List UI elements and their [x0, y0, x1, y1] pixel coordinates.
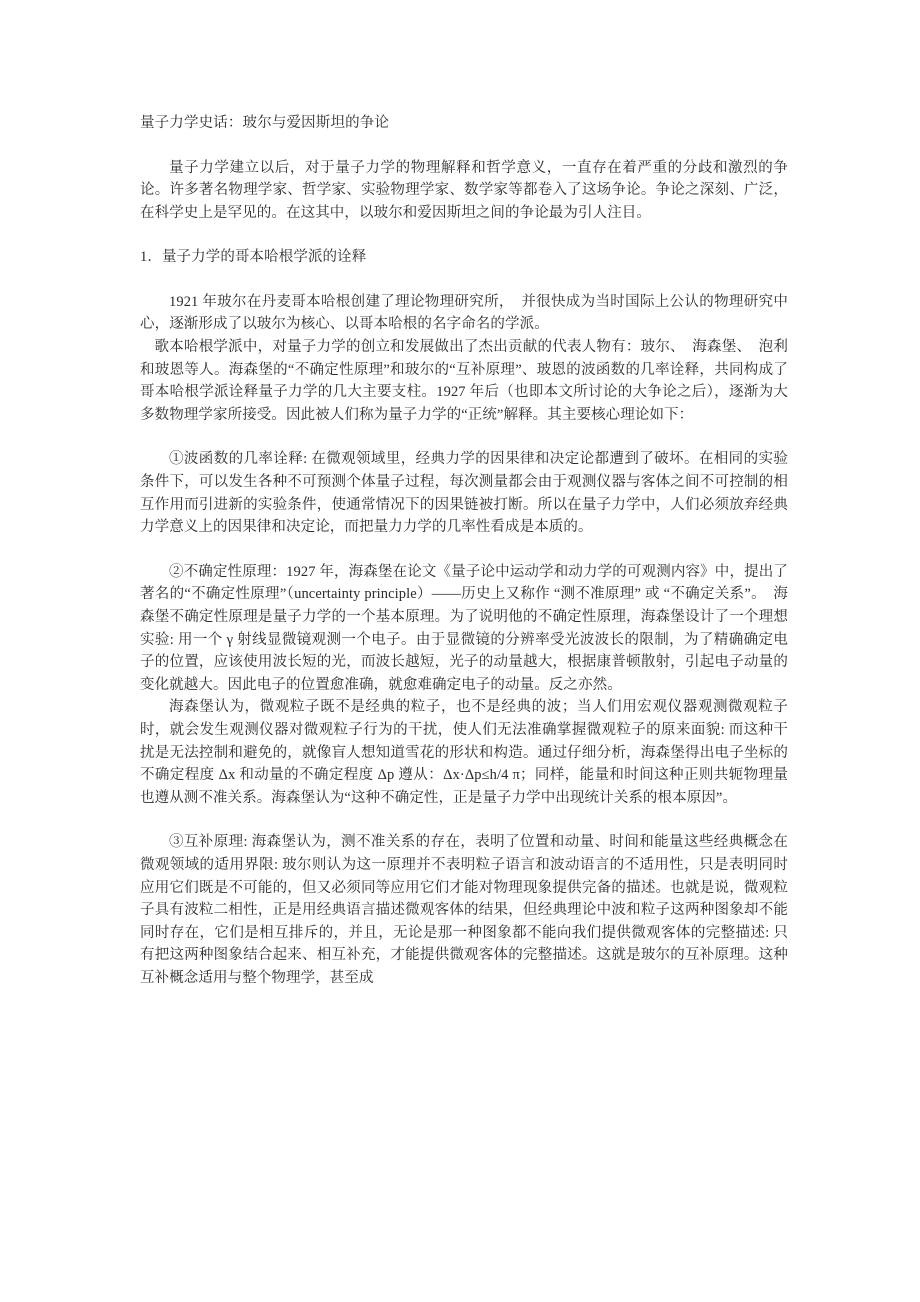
section-1-paragraph-2: 歌本哈根学派中，对量子力学的创立和发展做出了杰出贡献的代表人物有：玻尔、 海森堡、 泡利和玻恩等人。海森堡的“不确定性原理”和玻尔的“互补原理”、玻恩的波函数的几率诠释，共同构成了哥本哈根学派诠释量子力学的几大主要支柱。1927 年后（也即本文所讨论的大争论之后），逐渐为大多数物理学家所接受。因此被人们称为量子力学的“正统”解释。其主要核心理论如下：: [140, 339, 788, 423]
section-1-paragraph-1: 1921 年玻尔在丹麦哥本哈根创建了理论物理研究所， 并很快成为当时国际上公认的物理研究中心，逐渐形成了以玻尔为核心、以哥本哈根的名字命名的学派。: [140, 293, 788, 333]
document-body: [140, 112, 788, 990]
document-title: 量子力学史话：玻尔与爱因斯坦的争论: [140, 115, 390, 131]
paragraph-spacer-2: [140, 426, 788, 448]
intro-spacer: [140, 224, 788, 246]
section-1-paragraph-3: ①波函数的几率诠释: 在微观领域里，经典力学的因果律和决定论都遭到了破坏。在相同的实验条件下，可以发生各种不可预测个体量子过程，每次测量都会由于观测仪器与客体之间不可控制的相互作用而引进新的实验条件，使通常情况下的因果链被打断。所以在量子力学中，人们必须放弃经典力学意义上的因果律和决定论，而把量力力学的几率性看成是本质的。: [140, 451, 788, 536]
section-1-paragraph-6: ③互补原理: 海森堡认为，测不准关系的存在，表明了位置和动量、时间和能量这些经典概念在微观领域的适用界限: 玻尔则认为这一原理并不表明粒子语言和波动语言的不适用性，只是表明同时应用它们既是不可能的，但又必须同等应用它们才能对物理现象提供完备的描述。也就是说，微观粒子具有波粒二相性，正是用经典语言描述微观客体的结果，但经典理论中波和粒子这两种图象却不能同时存在，它们是相互排斥的，并且，无论是那一种图象都不能向我们提供微观客体的完整描述: 只有把这两种图象结合起来、相互补充，才能提供微观客体的完整描述。这就是玻尔的互补原理。这种互补概念适用与整个物理学，甚至成: [140, 834, 788, 986]
title-spacer: [140, 135, 788, 157]
paragraph-spacer-3: [140, 539, 788, 561]
section-1-paragraph-5: 海森堡认为，微观粒子既不是经典的粒子，也不是经典的波；当人们用宏观仪器观测微观粒子时，就会发生观测仪器对微观粒子行为的干扰，使人们无法准确掌握微观粒子的原来面貌: 而这种干扰是无法控制和避免的，就像盲人想知道雪花的形状和构造。通过仔细分析，海森堡得出电子坐标的不确定程度 Δx 和动量的不确定程度 Δp 遵从：Δx·Δp≤h/4 π；同样，能量和时间这种正则共轭物理量也遵从测不准关系。海森堡认为“这种不确定性，正是量子力学中出现统计关系的根本原因”。: [140, 699, 788, 806]
intro-paragraph: 量子力学建立以后，对于量子力学的物理解释和哲学意义，一直存在着严重的分歧和激烈的争论。许多著名物理学家、哲学家、实验物理学家、数学家等都卷入了这场争论。争论之深刻、广泛，在科学史上是罕见的。在这其中，以玻尔和爱因斯坦之间的争论最为引人注目。: [140, 159, 788, 221]
paragraph-spacer-5: [140, 809, 788, 831]
heading-spacer-1: [140, 269, 788, 291]
section-heading-1: 1．量子力学的哥本哈根学派的诠释: [140, 249, 367, 266]
section-1-paragraph-4: ②不确定性原理：1927 年，海森堡在论文《量子论中运动学和动力学的可观测内容》中，提出了著名的“不确定性原理”（uncertainty principle）——历史上又称作 “测不准原理” 或 “不确定关系”。 海森堡不确定性原理是量子力学的一个基本原理。为了说明他的不确定性原理，海森堡设计了一个理想实验: 用一个 γ 射线显微镜观测一个电子。由于显微镜的分辨率受光波波长的限制，为了精确确定电子的位置，应该使用波长短的光，而波长越短，光子的动量越大，根据康普顿散射，引起电子动量的变化就越大。因此电子的位置愈准确，就愈难确定电子的动量。反之亦然。: [140, 563, 788, 693]
